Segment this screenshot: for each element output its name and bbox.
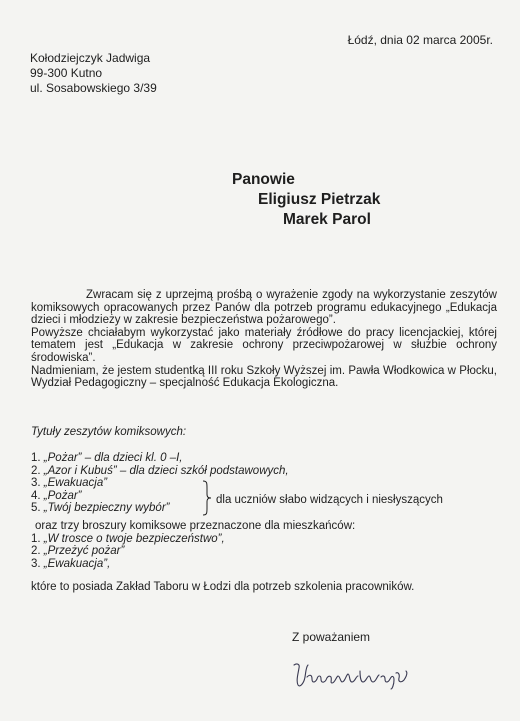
handwritten-signature (288, 655, 418, 691)
list-item: 1. „Pożar” – dla dzieci kl. 0 –I, (31, 452, 183, 464)
sender-city: 99-300 Kutno (30, 66, 103, 80)
list-item: 4. „Pożar” (31, 489, 82, 502)
list-item: 1. „W trosce o twoje bezpieczeństwo”, (31, 532, 225, 545)
letter-body (31, 289, 497, 390)
letter-date: Łódź, dnia 02 marca 2005r. (347, 33, 493, 47)
list-item: 2. „Azor i Kubuś” – dla dzieci szkół podstawowych, (31, 464, 289, 477)
comics-heading: Tytuły zeszytów komiksowych: (31, 426, 187, 438)
paragraph-student-info: Nadmieniam, że jestem studentką III roku Szkoły Wyższej im. Pawła Włodkowica w Płocku, Wydział Pedagogiczny – specjalność Edukacja Ekologiczna. (31, 364, 497, 390)
recipient-salutation: Panowie (232, 171, 295, 188)
list-item: 3. „Ewakuacja”, (31, 557, 111, 570)
closing: Z poważaniem (292, 630, 371, 644)
sender-street: ul. Sosabowskiego 3/39 (30, 81, 157, 95)
final-line: które to posiada Zakład Taboru w Łodzi dla potrzeb szkolenia pracowników. (31, 581, 415, 593)
recipient-name-2: Marek Parol (283, 211, 371, 228)
recipient-name-1: Eligiusz Pietrzak (258, 191, 381, 208)
sender-name: Kołodziejczyk Jadwiga (30, 51, 151, 65)
list-item: 2. „Przeżyć pożar” (31, 545, 125, 557)
list-item: 3. „Ewakuacja” (31, 477, 108, 489)
brace-note: dla uczniów słabo widzących i niesłyszących (216, 494, 443, 506)
curly-brace-icon (202, 480, 212, 516)
brochures-intro: oraz trzy broszury komiksowe przeznaczone dla mieszkańców: (35, 520, 356, 532)
paragraph-request: Zwracam się z uprzejmą prośbą o wyrażenie zgody na wykorzystanie zeszytów komiksowych opracowanych przez Panów dla potrzeb programu edukacyjnego „Edukacja dzieci i młodzieży w zakresie bezpieczeństwa pożarowego”. (31, 289, 497, 327)
sender-address (30, 51, 157, 96)
list-item: 5. „Twój bezpieczny wybór” (31, 502, 170, 514)
brochures-list (31, 520, 355, 570)
recipients (232, 170, 380, 230)
paragraph-purpose: Powyższe chciałabym wykorzystać jako materiały źródłowe do pracy licencjackiej, której tematem jest „Edukacja w zakresie ochrony przeciwpożarowej w służbie ochrony środowiska”. (31, 326, 497, 364)
